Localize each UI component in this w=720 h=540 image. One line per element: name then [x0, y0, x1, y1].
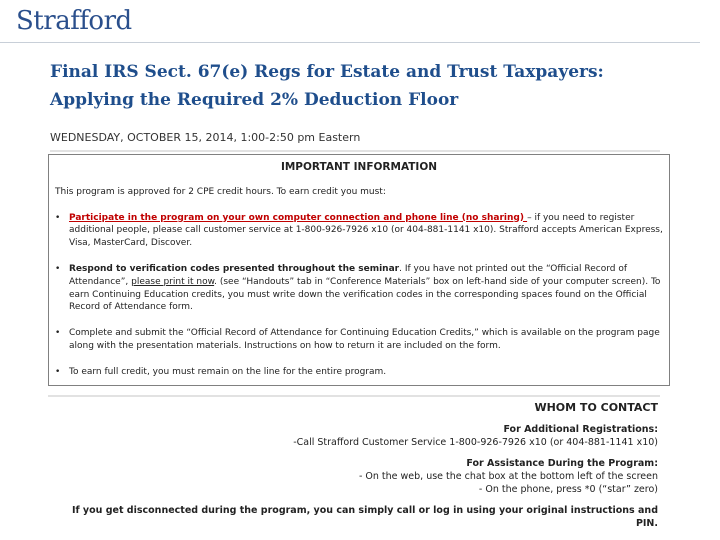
- bullet-text: . If you have not printed out the “Official Record of Attendance”,: [69, 263, 628, 287]
- bullet-text: Complete and submit the “Official Record of Attendance for Continuing Education Credits,” which is available on the program page along with the presentation materials. Instructions on how to return it are included on the form.: [69, 328, 660, 351]
- strafford-logo: Strafford: [16, 6, 132, 36]
- assistance-label: For Assistance During the Program:: [466, 458, 658, 469]
- important-information-heading: IMPORTANT INFORMATION: [280, 161, 438, 173]
- bullet-text: . (see “Handouts” tab in “Conference Materials” box on left-hand side of your computer screen). To earn Continuing Education credits, you must write down the verification codes in the corresponding spaces found on the Official Record of Attendance form.: [69, 276, 661, 313]
- assistance-line-web: - On the web, use the chat box at the bottom left of the screen: [358, 471, 658, 482]
- important-information-box: [48, 154, 670, 386]
- bullet-icon: •: [55, 366, 61, 377]
- registrations-label: For Additional Registrations:: [503, 424, 658, 435]
- title-line-1: Final IRS Sect. 67(e) Regs for Estate and Trust Taxpayers:: [50, 62, 604, 82]
- page-title: [50, 58, 710, 114]
- disconnect-note: If you get disconnected during the program, you can simply call or log in using your original instructions and PIN.: [71, 505, 658, 529]
- whom-to-contact-section: [48, 396, 658, 530]
- registrations-line: -Call Strafford Customer Service 1-800-926-7926 x10 (or 404-881-1141 x10): [293, 437, 658, 448]
- title-line-2: Applying the Required 2% Deduction Floor: [50, 90, 459, 110]
- bullet-lead-text: Respond to verification codes presented throughout the seminar: [69, 263, 400, 274]
- bullet-lead-text: Participate in the program on your own computer connection and phone line (no sharing): [69, 212, 528, 223]
- bullet-text: – if you need to register additional people, please call customer service at 1-800-926-7926 x10 (or 404-881-1141 x10). Strafford accepts American Express, Visa, MasterCard, Discover.: [69, 212, 663, 249]
- list-item: [55, 366, 663, 379]
- bullet-icon: •: [55, 212, 61, 223]
- important-information-intro: This program is approved for 2 CPE credit hours. To earn credit you must:: [55, 186, 386, 197]
- date-divider: [50, 150, 660, 152]
- event-date: WEDNESDAY, OCTOBER 15, 2014, 1:00-2:50 pm Eastern: [50, 131, 361, 144]
- bullet-text: To earn full credit, you must remain on the line for the entire program.: [69, 366, 387, 377]
- print-record-link[interactable]: please print it now: [131, 276, 215, 287]
- bullet-icon: •: [55, 328, 61, 339]
- registrations-block: [48, 423, 658, 449]
- list-item: [55, 263, 663, 314]
- header-divider: [0, 42, 700, 43]
- contact-heading: WHOM TO CONTACT: [534, 401, 658, 414]
- assistance-block: [48, 457, 658, 496]
- bullet-icon: •: [55, 263, 61, 274]
- list-item: [55, 212, 663, 250]
- list-item: [55, 327, 663, 353]
- assistance-line-phone: - On the phone, press *0 (“star” zero): [478, 484, 658, 495]
